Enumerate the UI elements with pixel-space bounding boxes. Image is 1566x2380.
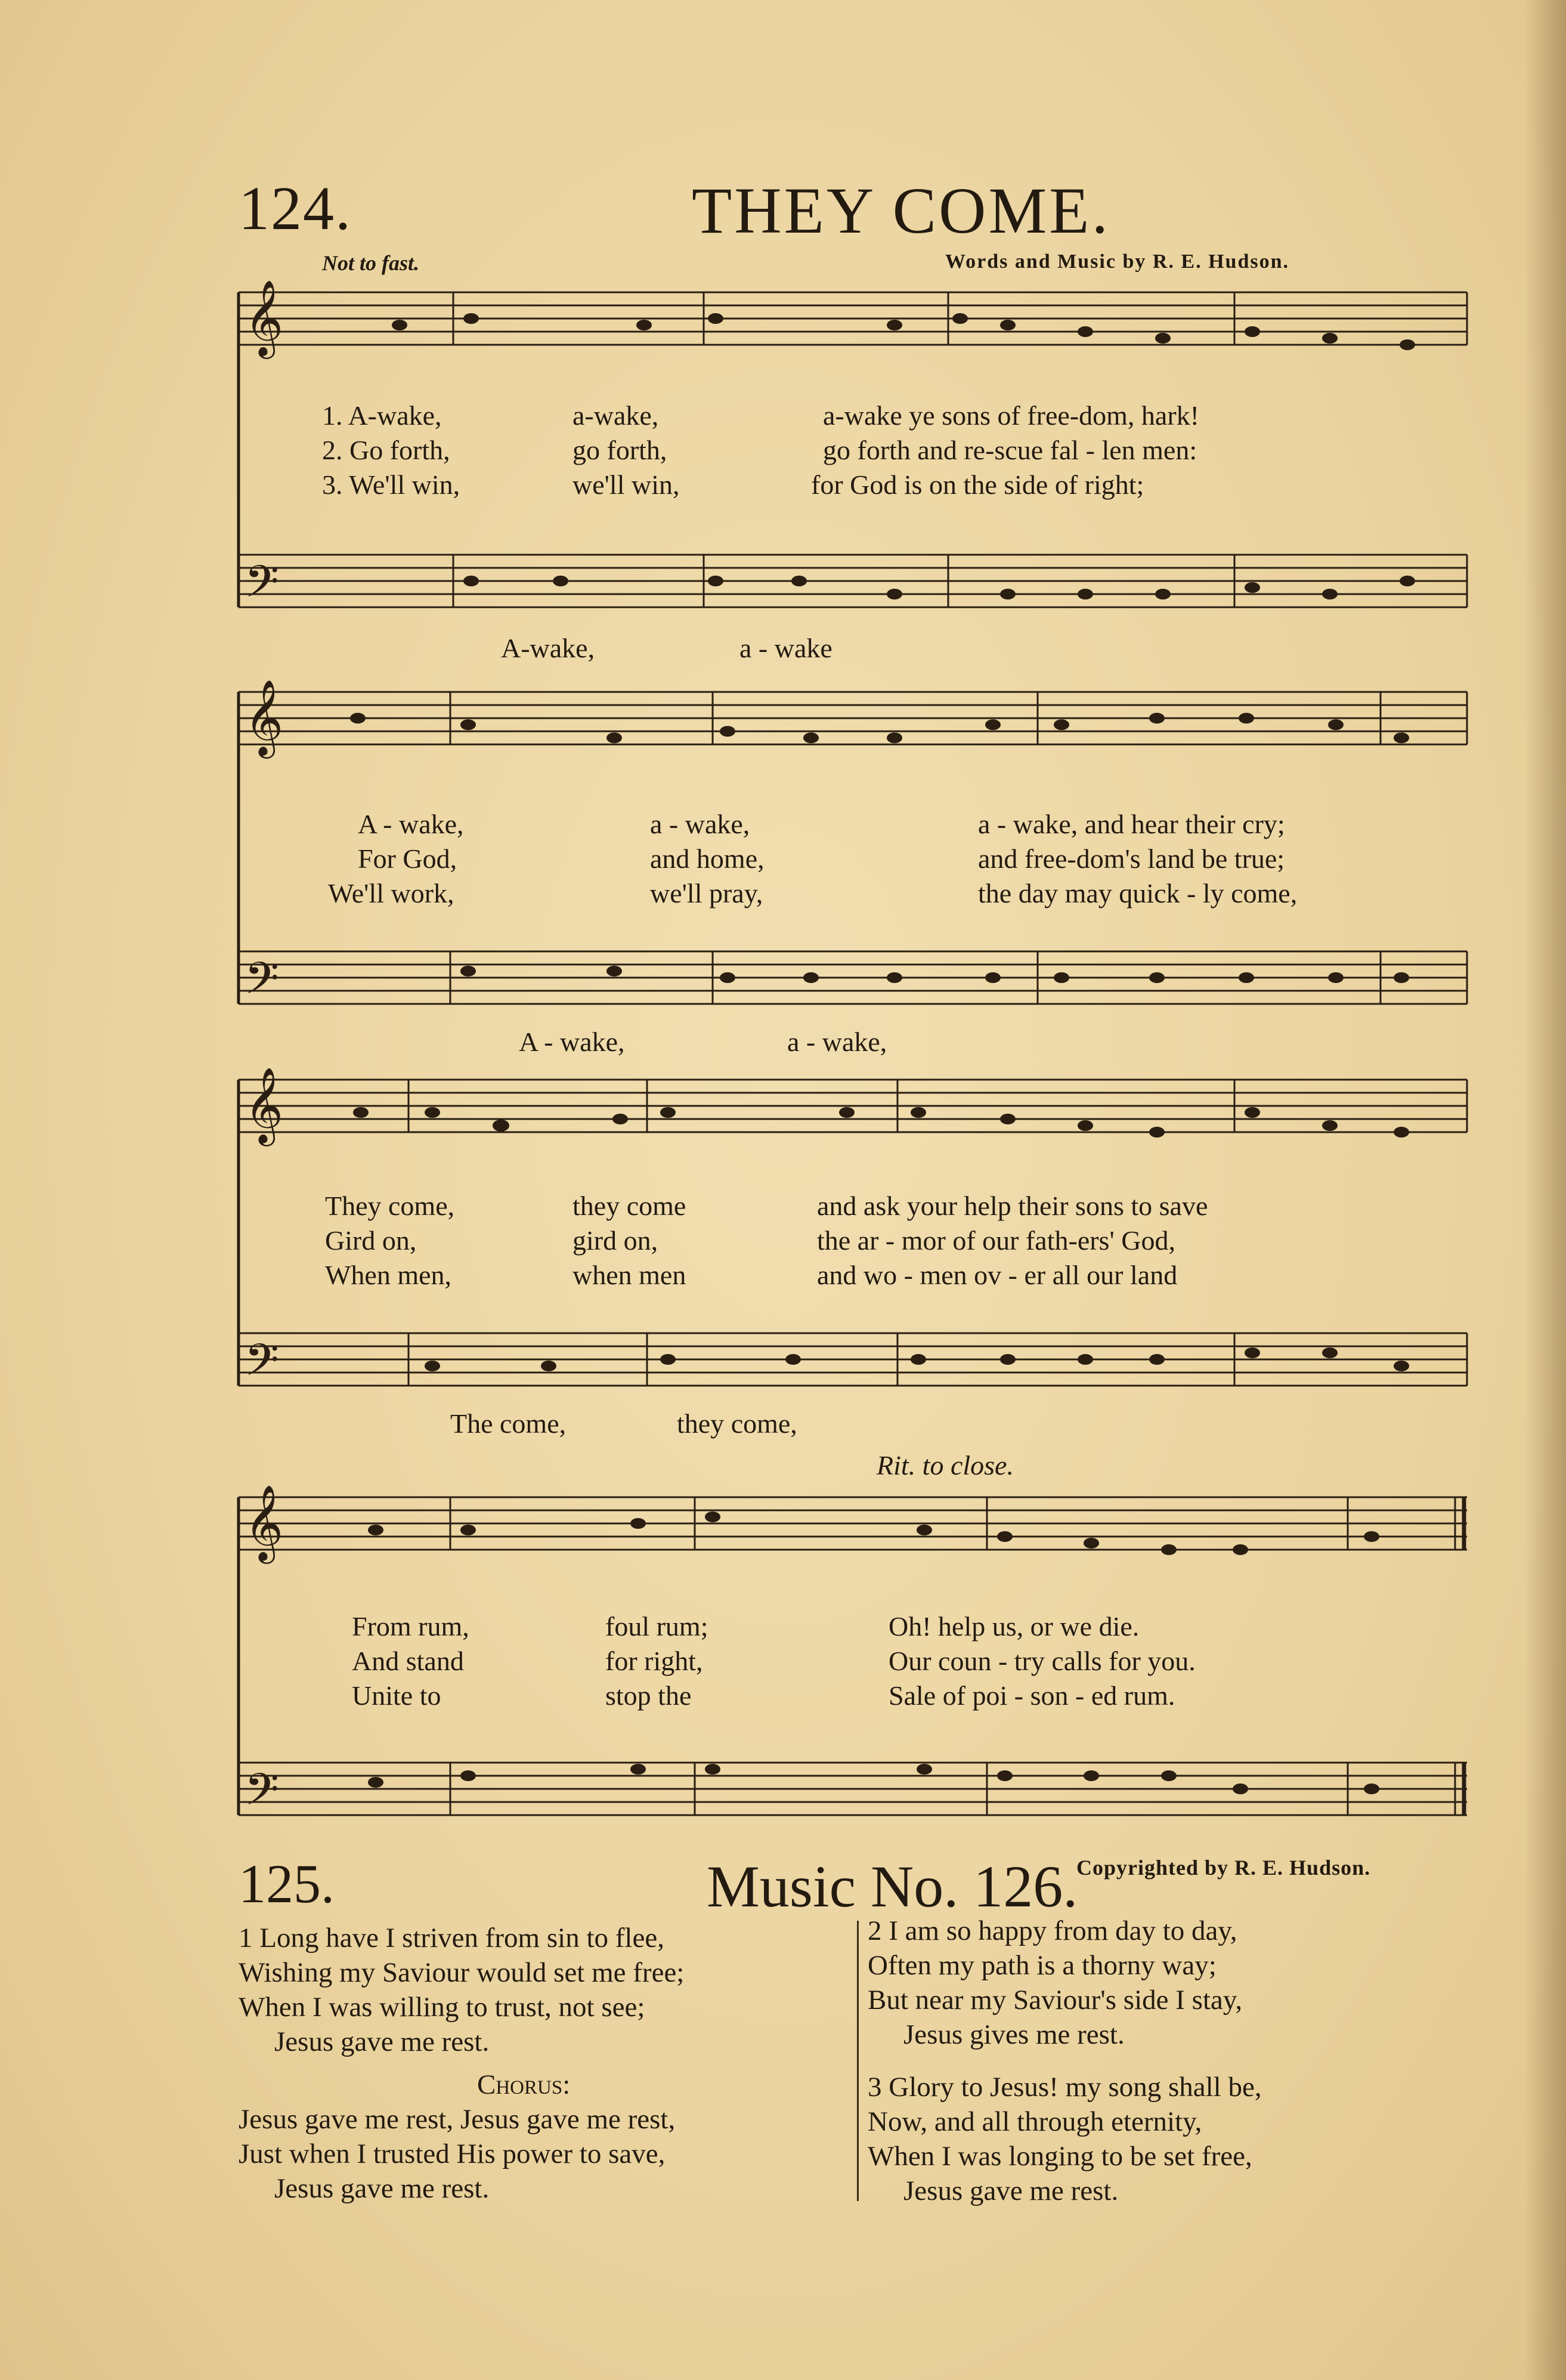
hymn-125-right-column [868, 1914, 1262, 2208]
verse-line: 3 Glory to Jesus! my song shall be, [868, 2072, 1262, 2103]
svg-text:𝄞: 𝄞 [245, 1486, 284, 1559]
chorus-line: Jesus gave me rest. [274, 2173, 490, 2204]
hymn-number: 124. [239, 174, 352, 243]
svg-text:𝄞: 𝄞 [245, 1069, 284, 1142]
chorus-label: Chorus: [477, 2069, 571, 2100]
music-system-4: 𝄞 𝄢 From rum, foul rum; Oh! help us, or we die. And stand for right, Our coun - try calls for you. Unite to stop the Sale of poi - son - ed rum. [227, 1485, 1473, 1843]
music-system-1: 𝄞 𝄢 1. A-wake, a-wake, a-wake ye sons of free-dom, hark! 2. Go forth, go forth, go forth and re-scue fal - len men: 3. We'll win, we'll win, for God is on the side of right; A-wake, a - wake [227, 280, 1473, 668]
column-divider [857, 1921, 859, 2201]
svg-text:𝄢: 𝄢 [245, 558, 279, 617]
svg-text:𝄢: 𝄢 [245, 1337, 279, 1396]
chorus-line: Jesus gave me rest, Jesus gave me rest, [239, 2104, 676, 2135]
svg-text:𝄢: 𝄢 [245, 1766, 279, 1825]
verse-line: Jesus gave me rest. [903, 2175, 1119, 2206]
verse-line: Often my path is a thorny way; [868, 1950, 1217, 1981]
verse-line: 2 I am so happy from day to day, [868, 1915, 1237, 1946]
hymn-title: THEY COME. [692, 174, 1110, 247]
tempo-marking: Not to fast. [322, 251, 420, 275]
verse-line: When I was willing to trust, not see; [239, 1992, 645, 2023]
verse-line: Wishing my Saviour would set me free; [239, 1957, 685, 1988]
svg-text:𝄞: 𝄞 [245, 282, 284, 354]
verse-line: Jesus gave me rest. [274, 2026, 490, 2057]
hymn-125-number: 125. [239, 1853, 335, 1914]
chorus-line: Just when I trusted His power to save, [239, 2138, 666, 2169]
ritardando-marking: Rit. to close. [877, 1450, 1014, 1480]
music-system-2: 𝄞 𝄢 A - wake, a - wake, a - wake, and hear their cry; For God, and home, and free-dom's land be true; We'll work, we'll pray, the day may quick - ly come, A - wake, a - wake, [227, 680, 1473, 1068]
verse-line: 1 Long have I striven from sin to flee, [239, 1922, 664, 1954]
music-reference: Music No. 126. [707, 1853, 1078, 1920]
verse-line: Now, and all through eternity, [868, 2106, 1202, 2137]
page-edge-shadow [1524, 0, 1566, 2380]
svg-text:𝄞: 𝄞 [245, 681, 284, 754]
hymn-credit: Words and Music by R. E. Hudson. [945, 251, 1289, 273]
hymn-125-left-column [239, 1921, 684, 2206]
verse-line: Jesus gives me rest. [903, 2019, 1125, 2050]
verse-line: But near my Saviour's side I stay, [868, 1985, 1243, 2016]
staff-notation-3 [227, 1068, 1473, 1449]
music-system-3: 𝄞 𝄢 They come, they come and ask your help their sons to save Gird on, gird on, the ar - mor of our fath-ers' God, When men, when men and wo - men ov - er all our land The come, they come, [227, 1068, 1473, 1449]
svg-text:𝄢: 𝄢 [245, 955, 279, 1014]
verse-line: When I was longing to be set free, [868, 2141, 1252, 2172]
copyright-notice: Copyrighted by R. E. Hudson. [1076, 1856, 1371, 1880]
